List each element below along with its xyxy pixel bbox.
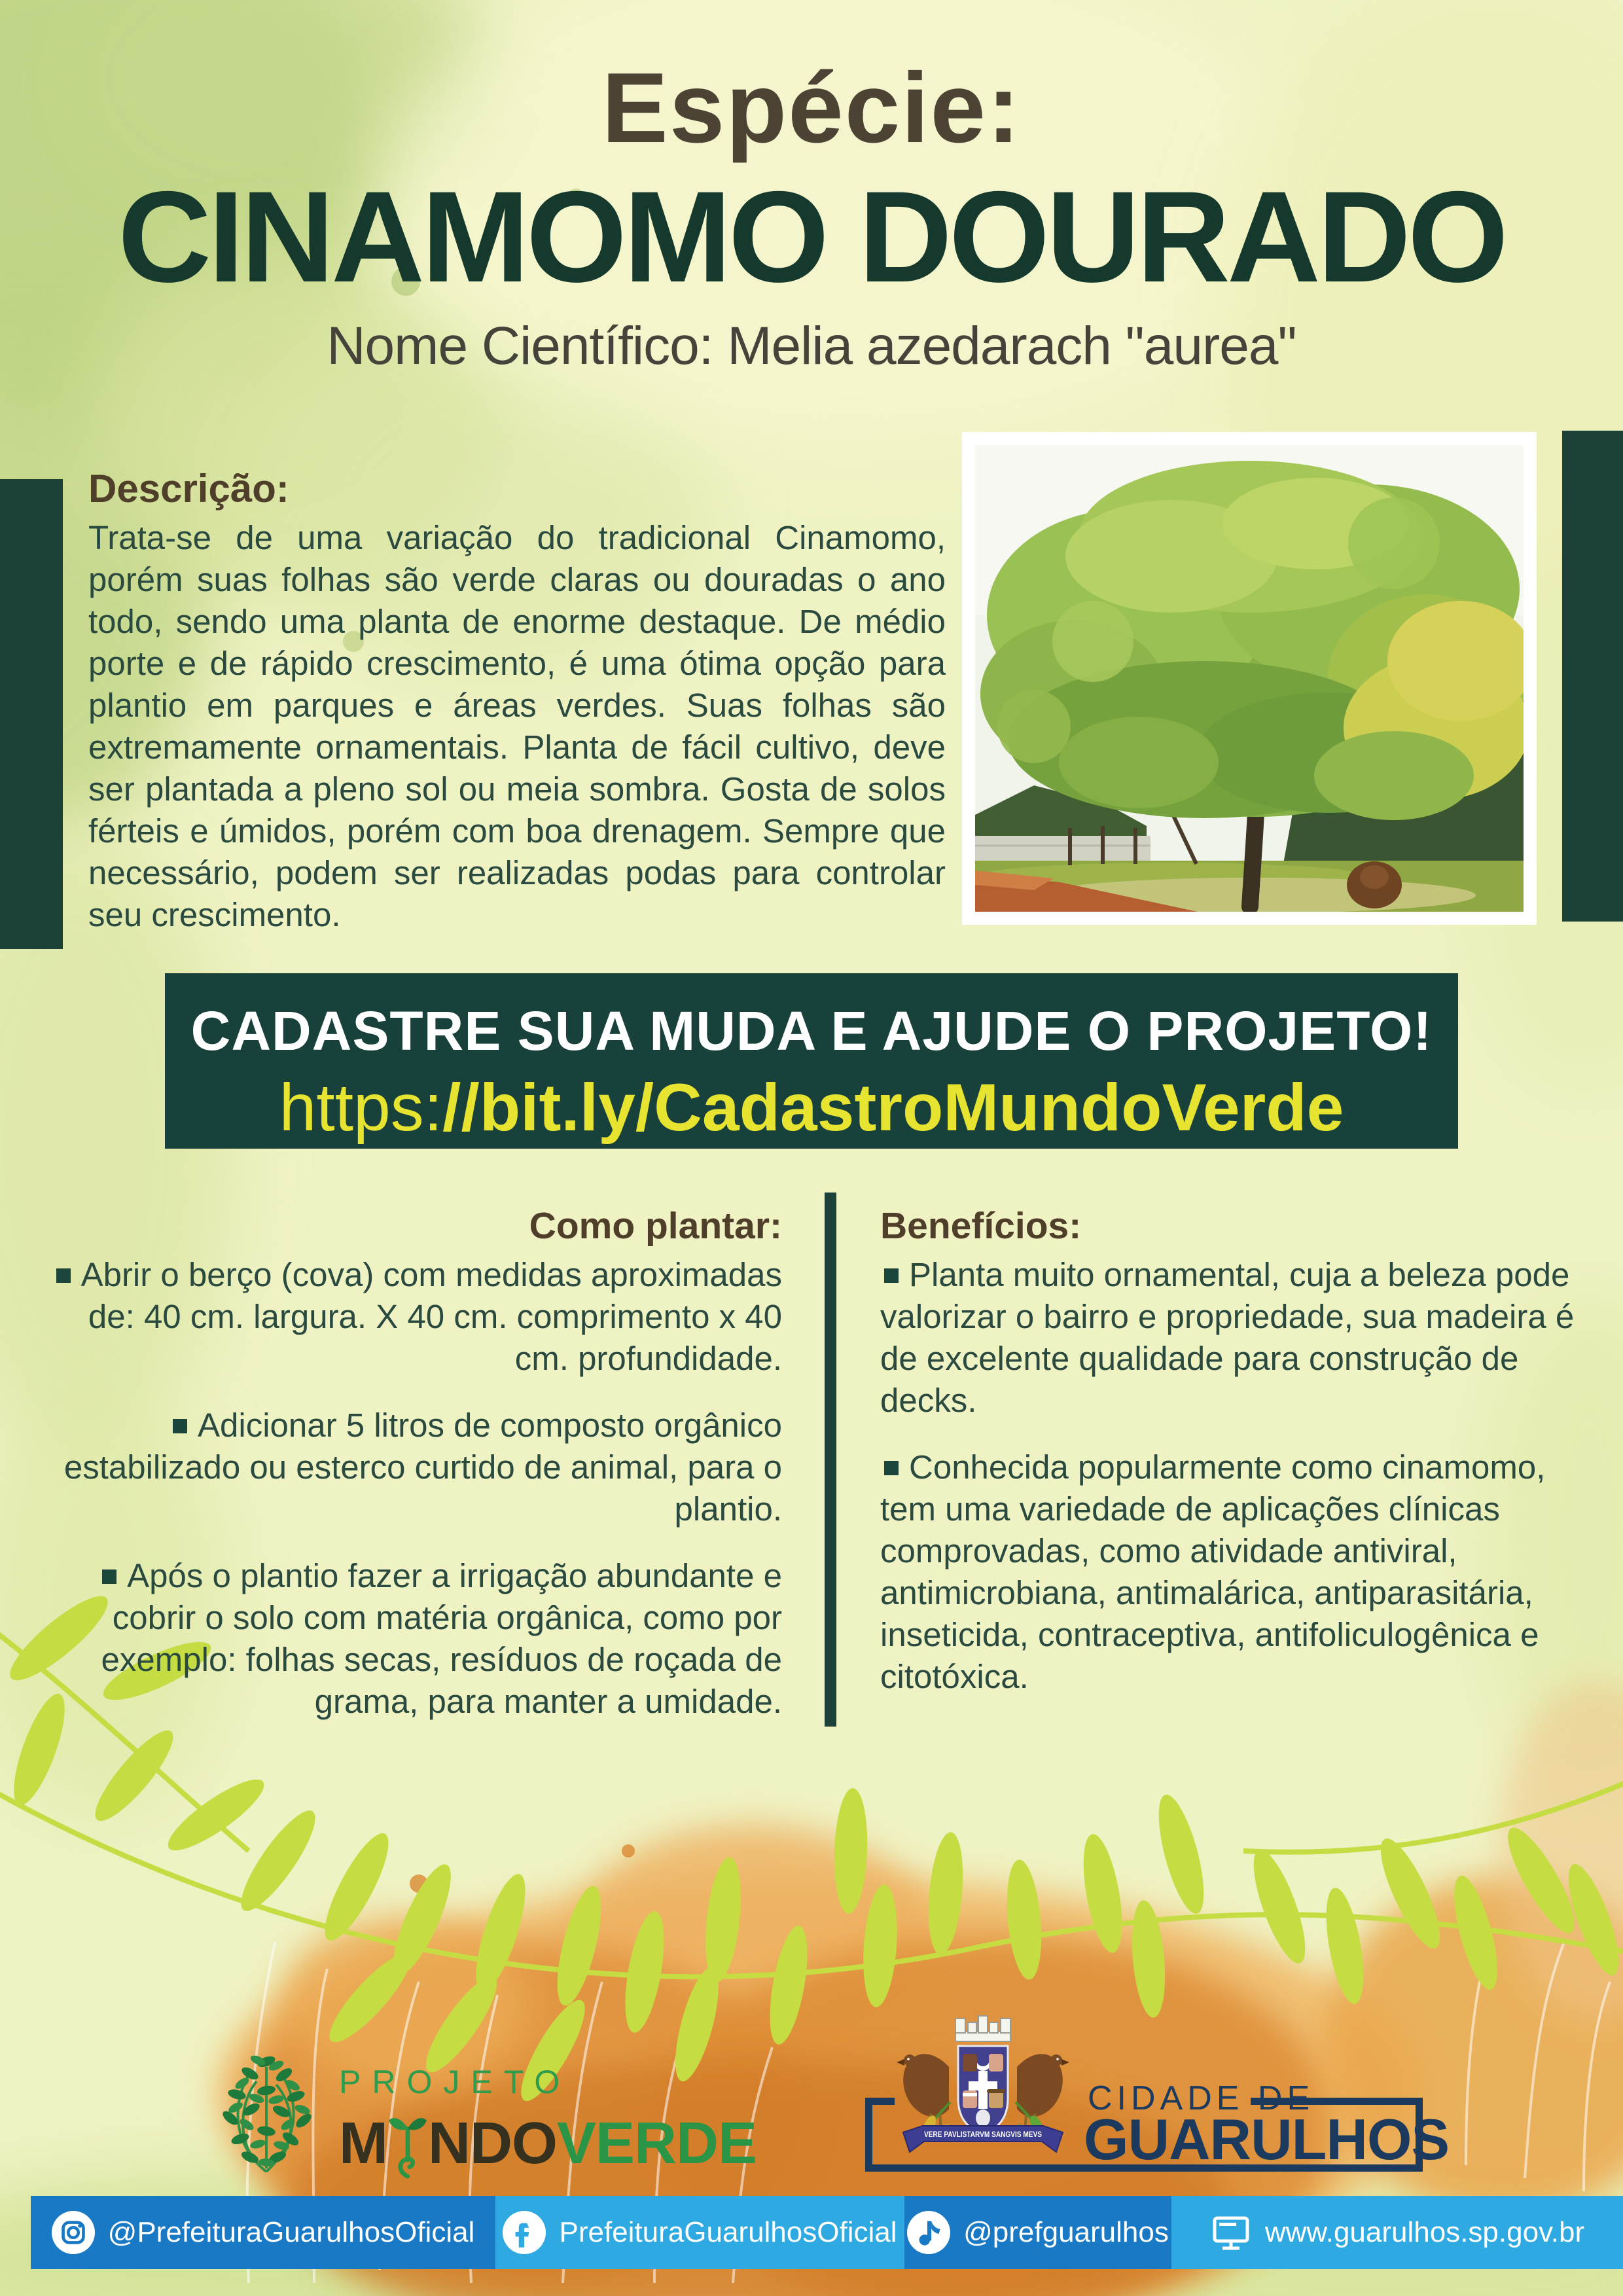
bullet-icon [102,1570,116,1584]
facebook-handle[interactable]: PrefeituraGuarulhosOficial [559,2216,897,2248]
bullet-icon [884,1268,899,1283]
how-to-plant-item [46,1555,782,1723]
species-label: Espécie: [601,52,1022,164]
tree-photo-illustration [975,445,1524,912]
projeto-label: PROJETO [339,2064,571,2100]
benefits-column [880,1203,1580,1723]
city-label: CIDADE DE [1088,2079,1315,2117]
tiktok-handle[interactable]: @prefguarulhos [963,2216,1169,2248]
registration-banner [165,973,1458,1149]
bullet-icon [56,1268,71,1283]
description-body: Trata-se de uma variação do tradicional Cinamomo, porém suas folhas são verde claras ou douradas o ano todo, sendo uma planta de enorme destaque. De médio porte e de rápido crescimento, é uma ótima opção para plantio em parques e áreas verdes. Suas folhas são extremamente ornamentais. Planta de fácil cultivo, deve ser plantada a pleno sol ou meia sombra. Gosta de solos férteis e úmidos, porém com boa drenagem. Sempre que necessário, podem ser realizadas podas para controlar seu crescimento. [88,519,946,933]
tiktok-icon [907,2211,950,2254]
bullet-icon [884,1461,899,1475]
city-motto: VERE PAVLISTARVM SANGVIS MEVS [924,2130,1042,2139]
website-url[interactable]: www.guarulhos.sp.gov.br [1264,2216,1585,2248]
scientific-name: Nome Científico: Melia azedarach "aurea" [327,316,1296,376]
banner-headline: CADASTRE SUA MUDA E AJUDE O PROJETO! [190,1000,1433,1062]
how-to-plant-item [46,1254,782,1380]
verde-label: VERDE [556,2111,757,2176]
benefits-heading: Benefícios: [880,1205,1082,1247]
instagram-segment[interactable] [31,2196,495,2269]
right-accent-bar [1562,431,1623,922]
left-accent-bar [0,479,63,949]
website-segment[interactable] [1171,2196,1623,2269]
tree-photo [962,432,1537,925]
tiktok-segment[interactable] [904,2196,1171,2269]
benefits-item [880,1446,1580,1698]
mundo-m: M [339,2111,387,2176]
sprout-icon [389,2116,427,2179]
banner-url-prefix[interactable]: https: [279,1070,443,1145]
instagram-handle[interactable]: @PrefeituraGuarulhosOficial [107,2216,475,2248]
instagram-icon [52,2211,95,2254]
how-to-plant-column [46,1203,782,1748]
benefits-item [880,1254,1580,1422]
facebook-segment[interactable] [495,2196,904,2269]
city-name: GUARULHOS [1084,2107,1450,2172]
column-divider [825,1193,836,1727]
facebook-icon [503,2211,546,2254]
website-monitor-icon [1210,2212,1252,2253]
benefits-item-text: Planta muito ornamental, cuja a beleza pode valorizar o bairro e propriedade, sua madeira é de excelente qualidade para construção de decks. [880,1256,1575,1419]
mundo-verde-logo [339,2063,757,2178]
banner-url-main[interactable]: //bit.ly/CadastroMundoVerde [442,1070,1344,1145]
how-to-plant-heading: Como plantar: [529,1205,782,1247]
how-to-plant-item-text: Abrir o berço (cova) com medidas aproximadas de: 40 cm. largura. X 40 cm. comprimento x 40 cm. profundidade. [80,1256,782,1377]
description-heading: Descrição: [88,467,289,511]
bullet-icon [173,1419,187,1433]
banner-url[interactable] [165,1069,1458,1146]
how-to-plant-item-text: Adicionar 5 litros de composto orgânico estabilizado ou esterco curtido de animal, para o plantio. [63,1407,782,1528]
mundo-verde-leafball-logo-icon [211,2047,322,2178]
guarulhos-coat-of-arms-icon [885,2004,1081,2164]
how-to-plant-item [46,1405,782,1530]
how-to-plant-item-text: Após o plantio fazer a irrigação abundante e cobrir o solo com matéria orgânica, como por exemplo: folhas secas, resíduos de roçada de grama, para manter a umidade. [101,1557,782,1720]
benefits-item-text: Conhecida popularmente como cinamomo, tem uma variedade de aplicações clínicas comprovadas, como atividade antiviral, antimicrobiana, antimalárica, antiparasitária, inseticida, contraceptiva, antifoliculogênica e citotóxica. [880,1448,1546,1695]
mundo-ndo: NDO [427,2111,557,2176]
page-title: CINAMOMO DOURADO [118,164,1505,309]
